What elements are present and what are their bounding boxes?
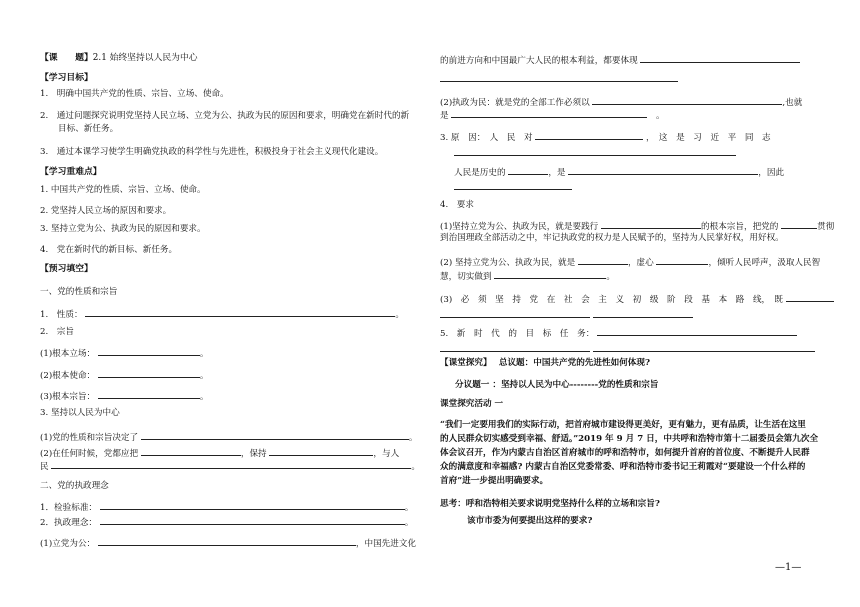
for-people-blank-2[interactable] (451, 108, 647, 118)
goal-1: 1. 明确中国共产党的性质、宗旨、立场、使命。 (40, 89, 229, 99)
explore-label: 【课堂探究】 (440, 358, 488, 368)
standard-row: 1．检验标准： 。 (40, 500, 413, 514)
req3-row (440, 292, 834, 306)
history-label-b: ，是 (548, 168, 566, 178)
req1-label-c: 贯彻 (817, 222, 835, 232)
key-header: 【学习重难点】 (40, 167, 102, 177)
standard-label: 1．检验标准： (40, 503, 98, 513)
req2-label-b: ，虚心 (627, 258, 654, 268)
lesson-title (40, 53, 198, 64)
cont-blank-2[interactable] (440, 72, 678, 82)
standard-blank[interactable] (100, 500, 405, 510)
task-blank-2[interactable] (440, 342, 590, 352)
req1-label-a: (1)坚持立党为公、执政为民，就是要践行 (440, 222, 599, 232)
req2-blank-2[interactable] (656, 255, 708, 265)
idea-label: 2．执政理念： (40, 518, 98, 528)
for-people-blank[interactable] (592, 95, 782, 105)
requirements-title: 4. 要求 (440, 200, 474, 210)
req3-row-2 (440, 308, 693, 322)
think-question: 思考：呼和浩特相关要求说明党坚持什么样的立场和宗旨? (440, 499, 660, 509)
cont-blank[interactable] (640, 53, 800, 63)
goal-3: 3. 通过本课学习使学生明确党执政的科学性与先进性，积极投身于社会主义现代化建设。 (40, 147, 384, 157)
mission-label: (2)根本使命： (40, 371, 96, 381)
task-blank-3[interactable] (593, 342, 815, 352)
req1-row (440, 219, 834, 233)
title-label: 【课 题】 (40, 53, 93, 63)
for-public-row (40, 536, 416, 550)
task-row (440, 326, 797, 340)
req1-blank-1[interactable] (601, 219, 701, 229)
para-line-3: 体会议召开，作为内蒙古自治区首府城市的呼和浩特市，如何提升首府的首位度、不断提升人民群 (440, 448, 810, 458)
req3-blank-3[interactable] (593, 308, 693, 318)
purpose-title: 2. 宗旨 (40, 327, 74, 337)
section-1-title: 一、党的性质和宗旨 (40, 287, 118, 297)
para-line-4: 众的满意度和幸福感? 内蒙古自治区党委常委、呼和浩特市委书记王莉霞对“要建设一个什么样的 (440, 462, 806, 472)
preview-header: 【预习填空】 (40, 264, 93, 274)
para-line-5: 首府”进一步提出明确要求。 (440, 476, 549, 486)
goal-2-cont: 目标、新任务。 (58, 124, 119, 134)
stance-blank[interactable] (98, 346, 200, 356)
reason-blank-2[interactable] (454, 146, 736, 156)
fundamental-purpose-blank[interactable] (98, 389, 200, 399)
req3-label: (3) 必 须 坚 持 党 在 社 会 主 义 初 级 阶 段 基 本 路 线， 既 (440, 295, 784, 305)
req3-blank-1[interactable] (786, 292, 834, 302)
reason-row-2 (454, 146, 736, 160)
stance-label: (1)根本立场： (40, 349, 96, 359)
cont-row (440, 53, 800, 67)
req2-row-2: 慧，切实做到 。 (440, 269, 615, 283)
key-point-1: 1. 中国共产党的性质、宗旨、立场、使命。 (40, 185, 206, 195)
key-point-3: 3. 坚持立党为公、执政为民的原因和要求。 (40, 224, 206, 234)
page-number: —1— (775, 562, 802, 573)
task-blank-1[interactable] (597, 326, 797, 336)
nature-row: 1. 性质： 。 (40, 307, 404, 321)
reason-blank[interactable] (535, 130, 643, 140)
history-label-c: ，因此 (758, 168, 785, 178)
key-point-4: 4. 党在新时代的新目标、新任务。 (40, 245, 178, 255)
reason-row (440, 130, 771, 144)
para-line-2: 的人民群众切实感受到幸福、舒适。”2019 年 9 月 7 日，中共呼和浩特市第十二届委员会第九次全 (440, 434, 819, 444)
stance-row: (1)根本立场： 。 (40, 346, 209, 360)
history-blank-1[interactable] (508, 165, 548, 175)
fundamental-purpose-label: (3)根本宗旨： (40, 392, 96, 402)
key-point-2: 2. 党坚持人民立场的原因和要求。 (40, 206, 172, 216)
nature-label: 1. 性质： (40, 310, 83, 320)
always-label-a: (2)在任何时候，党都应把 (40, 449, 139, 459)
history-blank-2[interactable] (568, 165, 758, 175)
sub-topic: 分议题一 ：坚持以人民为中心--------党的性质和宗旨 (455, 380, 659, 390)
reason-label-a: 3. 原 因： 人 民 对 (440, 133, 533, 143)
mission-blank[interactable] (98, 368, 200, 378)
always-label-d: 民 (40, 462, 49, 472)
req1-blank-2[interactable] (781, 219, 817, 229)
for-public-label: (1)立党为公： (40, 539, 96, 549)
req3-blank-2[interactable] (440, 308, 590, 318)
nature-blank[interactable] (85, 307, 395, 317)
for-people-label-2: 是 (440, 111, 449, 121)
req1-row-2: 到治国理政全部活动之中，牢记执政党的权力是人民赋予的，坚持为人民掌好权，用好权。 (440, 233, 784, 243)
mission-row: (2)根本使命： 。 (40, 368, 209, 382)
history-label-a: 人民是历史的 (454, 168, 506, 178)
for-people-row-2: 是 。 (440, 108, 665, 122)
explore-topic: 总议题：中国共产党的先进性如何体现? (498, 358, 650, 368)
title-text: 2.1 始终坚持以人民为中心 (92, 53, 198, 63)
why-question: 该市市委为何要提出这样的要求? (467, 516, 593, 526)
explore-row (440, 358, 650, 369)
for-people-row (440, 95, 802, 109)
req2-label-c: ，倾听人民呼声，汲取人民智 (708, 258, 821, 268)
history-row (454, 165, 784, 179)
always-label-b: ，保持 (240, 449, 267, 459)
always-blank-2[interactable] (269, 446, 373, 456)
goal-2: 2. 通过问题探究说明党坚持人民立场、立党为公、执政为民的原因和要求，明确党在新时代的新 (40, 111, 410, 121)
cont-row-2 (440, 72, 678, 86)
decided-label: (1)党的性质和宗旨决定了 (40, 433, 139, 443)
activity-title: 课堂探究活动 一 (440, 399, 504, 409)
fundamental-purpose-row: (3)根本宗旨： 。 (40, 389, 209, 403)
for-people-label: (2)执政为民：就是党的全部工作必须以 (440, 98, 590, 108)
for-public-tail: ，中国先进文化 (355, 539, 417, 549)
para-line-1: “我们一定要用我们的实际行动，把首府城市建设得更美好，更有魅力，更有品质，让生活在这里 (440, 420, 806, 430)
reason-label-b: ， 这 是 习 近 平 同 志 (646, 133, 771, 143)
history-blank-3[interactable] (454, 180, 572, 190)
decided-row: (1)党的性质和宗旨决定了 。 (40, 430, 417, 444)
req2-row (440, 255, 820, 269)
always-label-c: ，与人 (373, 449, 400, 459)
always-blank-1[interactable] (141, 446, 241, 456)
req2-blank-3[interactable] (494, 269, 606, 279)
req2-label-d: 慧，切实做到 (440, 272, 492, 282)
idea-row: 2．执政理念： 。 (40, 515, 413, 529)
section-2-title: 二、党的执政理念 (40, 481, 109, 491)
always-row-2: 民 。 (40, 459, 420, 473)
people-center-title: 3. 坚持以人民为中心 (40, 408, 120, 418)
req1-label-b: 的根本宗旨，把党的 (701, 222, 779, 232)
goals-header: 【学习目标】 (40, 73, 93, 83)
for-public-blank[interactable] (98, 536, 356, 546)
idea-blank[interactable] (100, 515, 405, 525)
for-people-tail: ,也就 (782, 98, 803, 108)
req2-blank-1[interactable] (578, 255, 628, 265)
cont-label: 的前进方向和中国最广大人民的根本利益，都要体现 (440, 56, 638, 66)
history-row-2 (454, 180, 572, 194)
always-row (40, 446, 399, 460)
always-blank-3[interactable] (51, 459, 411, 469)
task-row-2 (440, 342, 815, 356)
task-label: 5. 新 时 代 的 目 标 任 务： (440, 329, 595, 339)
req2-label-a: (2) 坚持立党为公、执政为民，就是 (440, 258, 576, 268)
decided-blank[interactable] (141, 430, 409, 440)
